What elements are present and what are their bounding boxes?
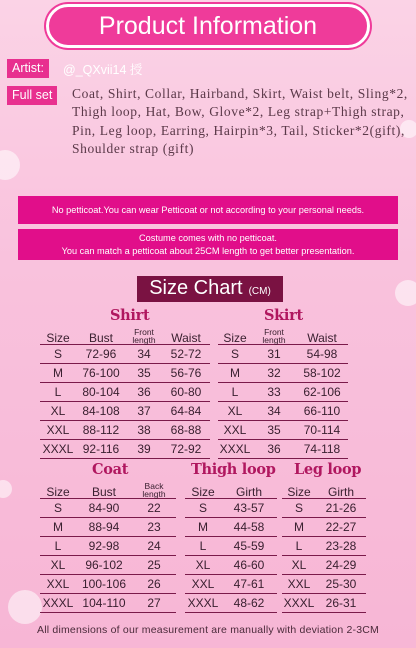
size-chart-unit: (CM) <box>248 286 271 297</box>
size-cell: XL <box>218 401 252 420</box>
measurement-cell: 34 <box>126 344 162 363</box>
size-cell: XXXL <box>282 593 316 612</box>
header-cell: Girth <box>221 480 277 498</box>
size-cell: XXL <box>185 574 221 593</box>
table-row <box>218 344 348 363</box>
header-cell: Size <box>218 326 252 344</box>
measurement-cell: 52-72 <box>162 344 210 363</box>
measurement-cell: 46-60 <box>221 555 277 574</box>
measurement-cell: 88-94 <box>76 517 132 536</box>
measurement-cell: 26-31 <box>316 593 366 612</box>
petticoat-tip <box>18 229 398 260</box>
size-cell: XL <box>185 555 221 574</box>
size-cell: XXXL <box>40 593 76 612</box>
table-row <box>40 439 210 458</box>
measurement-cell: 96-102 <box>76 555 132 574</box>
size-cell: M <box>282 517 316 536</box>
table-row <box>40 536 176 555</box>
footer-note: All dimensions of our measurement are manually with deviation 2-3CM <box>37 624 379 636</box>
size-cell: M <box>218 363 252 382</box>
table-row <box>40 555 176 574</box>
measurement-cell: 72-92 <box>162 439 210 458</box>
table-row <box>218 439 348 458</box>
table-row <box>282 517 366 536</box>
size-cell: M <box>40 363 76 382</box>
table-row <box>40 517 176 536</box>
measurement-cell: 23 <box>132 517 176 536</box>
measurement-cell: 70-114 <box>296 420 348 439</box>
size-cell: XL <box>282 555 316 574</box>
petticoat-tip-line2: You can match a petticoat about 25CM length to get better presentation. <box>61 245 355 256</box>
measurement-cell: 60-80 <box>162 382 210 401</box>
table-row <box>282 593 366 612</box>
thigh-loop-size-table <box>185 480 277 613</box>
measurement-cell: 62-106 <box>296 382 348 401</box>
coat-title: Coat <box>92 461 129 478</box>
table-header-row <box>40 480 176 498</box>
table-row <box>185 517 277 536</box>
table-header-row <box>282 480 366 498</box>
table-row <box>282 536 366 555</box>
petticoat-notice-text: No petticoat.You can wear Petticoat or not according to your personal needs. <box>51 205 365 215</box>
page-title: Product Information <box>98 11 318 40</box>
bokeh-decoration <box>395 280 416 306</box>
measurement-cell: 35 <box>252 420 296 439</box>
artist-label: Artist: <box>7 59 49 78</box>
bokeh-decoration <box>0 150 20 180</box>
header-cell: Size <box>40 326 76 344</box>
header-cell: Back length <box>132 480 176 498</box>
table-header-row <box>218 326 348 344</box>
size-cell: M <box>185 517 221 536</box>
size-cell: S <box>282 498 316 517</box>
table-row <box>40 382 210 401</box>
size-cell: M <box>40 517 76 536</box>
measurement-cell: 33 <box>252 382 296 401</box>
table-header-row <box>40 326 210 344</box>
header-cell: Front length <box>252 326 296 344</box>
measurement-cell: 39 <box>126 439 162 458</box>
size-cell: XXXL <box>218 439 252 458</box>
measurement-cell: 104-110 <box>76 593 132 612</box>
size-cell: XXL <box>282 574 316 593</box>
coat-size-table <box>40 480 176 613</box>
table-row <box>218 401 348 420</box>
table-header-row <box>185 480 277 498</box>
measurement-cell: 22-27 <box>316 517 366 536</box>
size-chart-title: Size Chart <box>149 277 243 299</box>
skirt-title: Skirt <box>264 307 303 324</box>
fullset-items: Coat, Shirt, Collar, Hairband, Skirt, Waist belt, Sling*2, Thigh loop, Hat, Bow, Glove*2, Leg strap+Thigh strap, Pin, Leg loop, Earring, Hairpin*3, Tail, Sticker*2(gift), Shoulder strap (gift) <box>72 86 408 156</box>
header-cell: Size <box>185 480 221 498</box>
measurement-cell: 80-104 <box>76 382 126 401</box>
measurement-cell: 64-84 <box>162 401 210 420</box>
measurement-cell: 66-110 <box>296 401 348 420</box>
measurement-cell: 31 <box>252 344 296 363</box>
table-row <box>282 574 366 593</box>
measurement-cell: 44-58 <box>221 517 277 536</box>
size-cell: L <box>40 536 76 555</box>
size-cell: L <box>282 536 316 555</box>
measurement-cell: 22 <box>132 498 176 517</box>
petticoat-tip-line1: Costume comes with no petticoat. <box>139 233 277 243</box>
leg-loop-size-table <box>282 480 366 613</box>
measurement-cell: 25-30 <box>316 574 366 593</box>
fullset-label: Full set <box>7 86 57 105</box>
measurement-cell: 54-98 <box>296 344 348 363</box>
petticoat-notice <box>18 196 398 224</box>
header-cell: Bust <box>76 326 126 344</box>
table-row <box>282 498 366 517</box>
table-row <box>185 536 277 555</box>
shirt-size-table <box>40 326 210 459</box>
header-cell: Size <box>40 480 76 498</box>
size-cell: S <box>40 498 76 517</box>
size-cell: XXXL <box>40 439 76 458</box>
size-cell: S <box>185 498 221 517</box>
table-row <box>40 363 210 382</box>
size-chart-heading <box>137 276 283 302</box>
measurement-cell: 25 <box>132 555 176 574</box>
measurement-cell: 36 <box>126 382 162 401</box>
measurement-cell: 84-108 <box>76 401 126 420</box>
measurement-cell: 92-98 <box>76 536 132 555</box>
measurement-cell: 47-61 <box>221 574 277 593</box>
measurement-cell: 45-59 <box>221 536 277 555</box>
header-cell: Size <box>282 480 316 498</box>
measurement-cell: 58-102 <box>296 363 348 382</box>
header-cell: Waist <box>162 326 210 344</box>
measurement-cell: 35 <box>126 363 162 382</box>
size-cell: XXL <box>218 420 252 439</box>
size-cell: S <box>218 344 252 363</box>
table-row <box>185 498 277 517</box>
measurement-cell: 38 <box>126 420 162 439</box>
size-cell: S <box>40 344 76 363</box>
header-cell: Bust <box>76 480 132 498</box>
skirt-size-table <box>218 326 348 459</box>
header-cell: Front length <box>126 326 162 344</box>
size-cell: XXXL <box>185 593 221 612</box>
table-row <box>40 344 210 363</box>
measurement-cell: 56-76 <box>162 363 210 382</box>
title-banner <box>46 4 370 48</box>
measurement-cell: 21-26 <box>316 498 366 517</box>
measurement-cell: 72-96 <box>76 344 126 363</box>
measurement-cell: 68-88 <box>162 420 210 439</box>
header-cell: Girth <box>316 480 366 498</box>
size-cell: XL <box>40 555 76 574</box>
table-row <box>40 574 176 593</box>
measurement-cell: 32 <box>252 363 296 382</box>
measurement-cell: 92-116 <box>76 439 126 458</box>
table-row <box>218 382 348 401</box>
table-row <box>40 420 210 439</box>
table-row <box>40 498 176 517</box>
measurement-cell: 100-106 <box>76 574 132 593</box>
measurement-cell: 36 <box>252 439 296 458</box>
measurement-cell: 27 <box>132 593 176 612</box>
measurement-cell: 74-118 <box>296 439 348 458</box>
measurement-cell: 48-62 <box>221 593 277 612</box>
table-row <box>185 574 277 593</box>
table-row <box>40 593 176 612</box>
table-row <box>282 555 366 574</box>
measurement-cell: 84-90 <box>76 498 132 517</box>
artist-value: @_QXvii14 授 <box>63 63 143 77</box>
table-row <box>185 593 277 612</box>
measurement-cell: 23-28 <box>316 536 366 555</box>
measurement-cell: 24-29 <box>316 555 366 574</box>
measurement-cell: 76-100 <box>76 363 126 382</box>
shirt-title: Shirt <box>110 307 150 324</box>
measurement-cell: 43-57 <box>221 498 277 517</box>
size-cell: XL <box>40 401 76 420</box>
size-cell: L <box>40 382 76 401</box>
size-cell: XXL <box>40 574 76 593</box>
bokeh-decoration <box>0 480 12 498</box>
bokeh-decoration <box>8 590 42 624</box>
measurement-cell: 37 <box>126 401 162 420</box>
size-cell: XXL <box>40 420 76 439</box>
measurement-cell: 24 <box>132 536 176 555</box>
table-row <box>218 420 348 439</box>
thigh-loop-title: Thigh loop <box>191 461 276 478</box>
table-row <box>185 555 277 574</box>
measurement-cell: 34 <box>252 401 296 420</box>
leg-loop-title: Leg loop <box>294 461 362 478</box>
table-row <box>40 401 210 420</box>
measurement-cell: 88-112 <box>76 420 126 439</box>
table-row <box>218 363 348 382</box>
header-cell: Waist <box>296 326 348 344</box>
size-cell: L <box>185 536 221 555</box>
size-cell: L <box>218 382 252 401</box>
measurement-cell: 26 <box>132 574 176 593</box>
